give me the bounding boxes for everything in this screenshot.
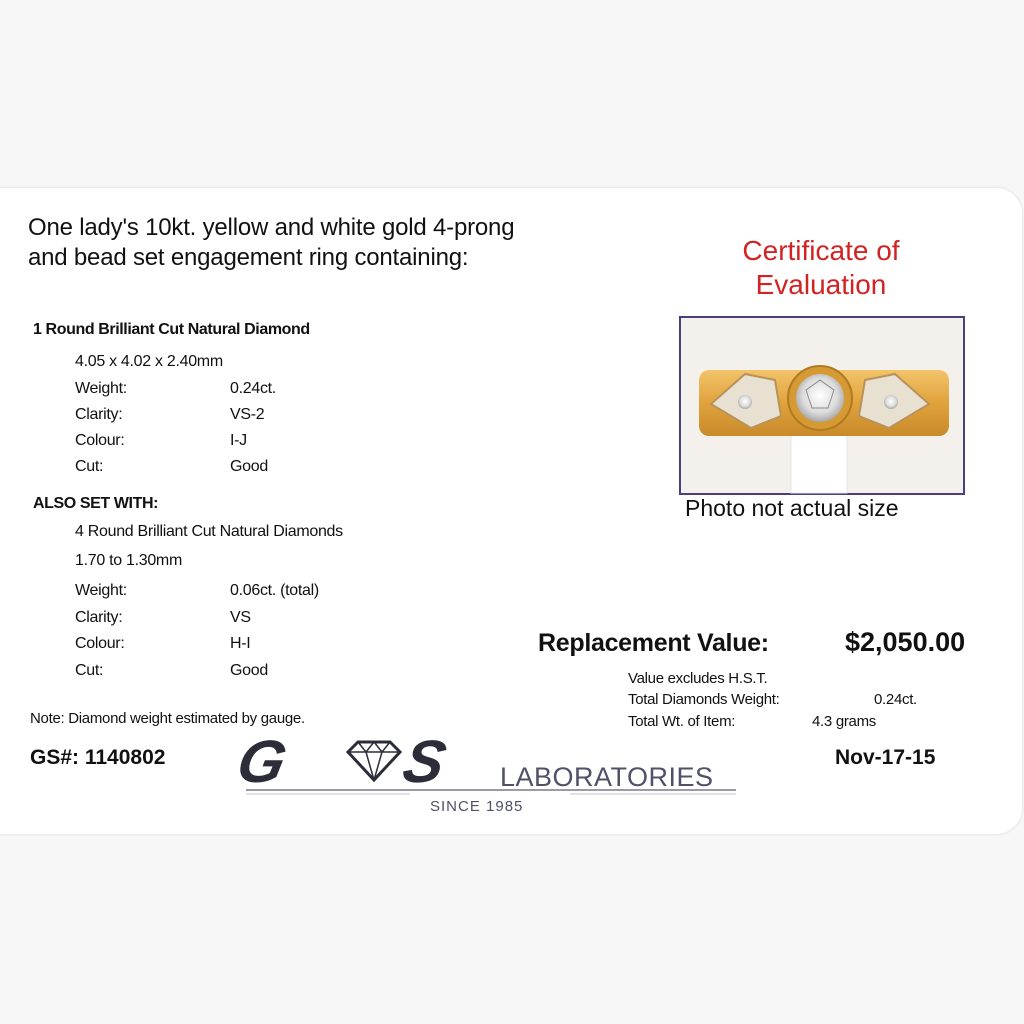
main-stone-title: 1 Round Brilliant Cut Natural Diamond	[33, 321, 310, 338]
main-clarity-value: VS-2	[230, 406, 265, 423]
main-weight-value: 0.24ct.	[230, 380, 276, 397]
also-set-description: 4 Round Brilliant Cut Natural Diamonds	[75, 523, 343, 540]
certificate-title	[700, 234, 942, 302]
side-colour-value: H-I	[230, 635, 251, 652]
total-item-weight-value: 4.3 grams	[812, 713, 876, 730]
side-weight-label: Weight:	[75, 582, 127, 599]
main-colour-value: I-J	[230, 432, 247, 449]
since-year: SINCE 1985	[430, 798, 524, 815]
logo-letter-s: S	[397, 727, 452, 795]
tax-note: Value excludes H.S.T.	[628, 670, 768, 687]
ring-description	[28, 213, 514, 273]
main-weight-label: Weight:	[75, 380, 127, 397]
side-cut-label: Cut:	[75, 662, 104, 679]
main-colour-label: Colour:	[75, 432, 125, 449]
side-cut-value: Good	[230, 662, 268, 679]
main-cut-value: Good	[230, 458, 268, 475]
ring-description-line-1: One lady's 10kt. yellow and white gold 4-prong	[28, 214, 515, 241]
gauge-note: Note: Diamond weight estimated by gauge.	[30, 710, 305, 727]
certificate-title-line-1: Certificate of	[742, 235, 900, 266]
replacement-value-label: Replacement Value:	[538, 629, 769, 657]
ring-photo	[679, 316, 965, 495]
also-set-title: ALSO SET WITH:	[33, 495, 159, 512]
side-colour-label: Colour:	[75, 635, 125, 652]
side-clarity-value: VS	[230, 609, 251, 626]
replacement-value-amount: $2,050.00	[845, 627, 966, 657]
total-item-weight-label: Total Wt. of Item:	[628, 713, 736, 730]
total-diamonds-weight-value: 0.24ct.	[874, 691, 917, 708]
side-weight-value: 0.06ct. (total)	[230, 582, 319, 599]
side-clarity-label: Clarity:	[75, 609, 123, 626]
photo-caption: Photo not actual size	[685, 495, 899, 521]
logo-letter-g: G	[231, 727, 293, 795]
certificate-card	[0, 188, 1022, 834]
total-diamonds-weight-label: Total Diamonds Weight:	[628, 691, 780, 708]
gs-number: GS#: 1140802	[30, 746, 166, 769]
main-clarity-label: Clarity:	[75, 406, 123, 423]
ring-description-line-2: and bead set engagement ring containing:	[28, 244, 469, 271]
main-stone-dimensions: 4.05 x 4.02 x 2.40mm	[75, 353, 223, 370]
certificate-date: Nov-17-15	[835, 746, 936, 769]
certificate-title-line-2: Evaluation	[755, 269, 887, 300]
main-cut-label: Cut:	[75, 458, 104, 475]
laboratories-wordmark: LABORATORIES	[500, 762, 714, 792]
ring-illustration	[681, 318, 963, 493]
also-set-size: 1.70 to 1.30mm	[75, 552, 182, 569]
diamond-icon	[348, 742, 400, 780]
